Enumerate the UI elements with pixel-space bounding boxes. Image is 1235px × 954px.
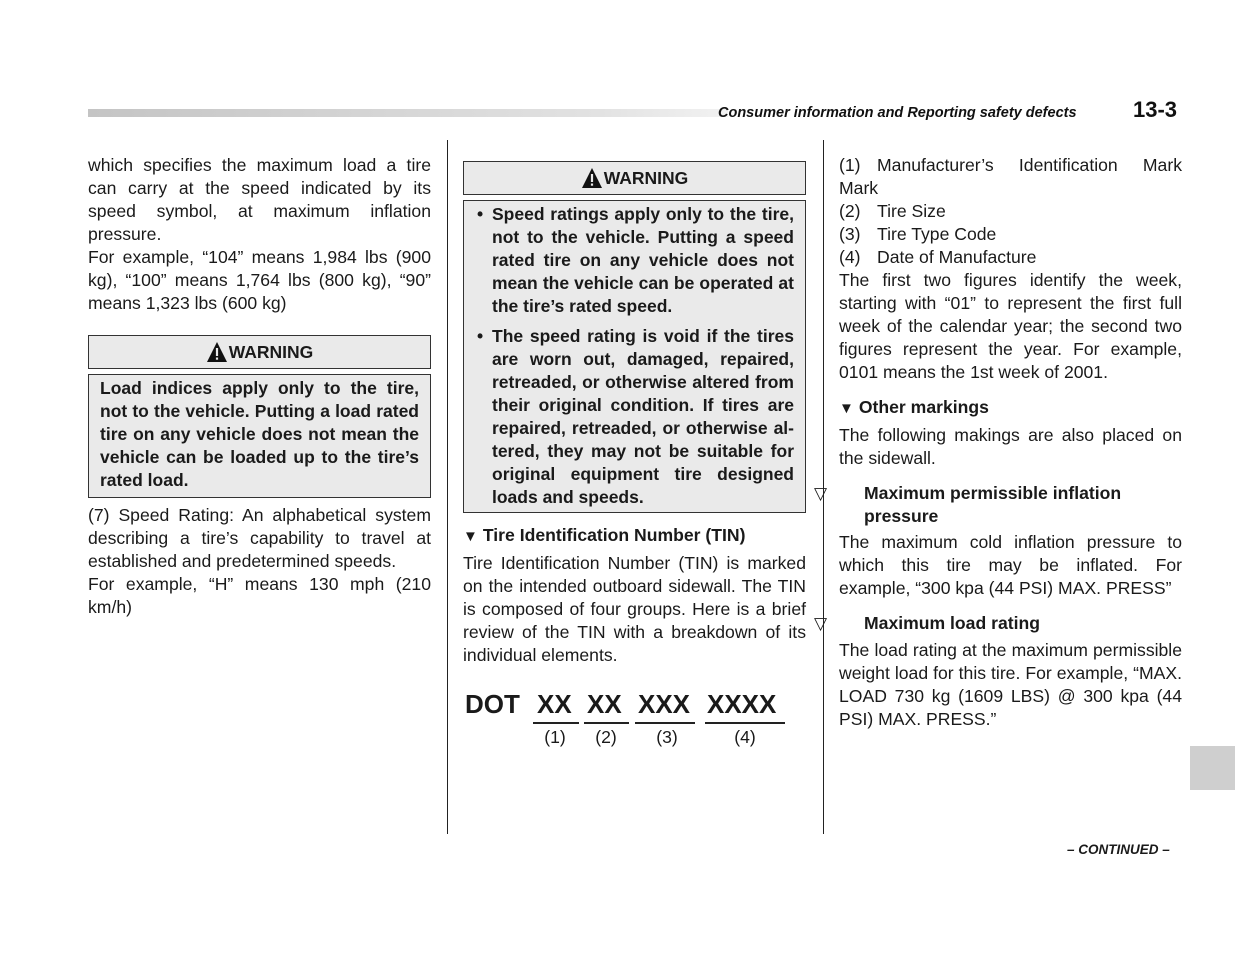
warning-list [475, 203, 794, 509]
tin-group-code: XXX [638, 689, 691, 719]
column-right [814, 154, 1182, 731]
tin-diagram [463, 689, 806, 759]
legend-number: (4) [839, 247, 861, 267]
warning-label: WARNING [228, 341, 314, 362]
legend-text: Tire Type Code [877, 224, 997, 244]
legend-item [839, 200, 1182, 223]
heading-text: Maximum load rating [864, 613, 1040, 633]
paragraph: The following makings are also placed on the sidewall. [839, 425, 1182, 468]
warning-triangle-icon [581, 167, 603, 189]
legend-number: (3) [839, 224, 861, 244]
tin-group-code: XX [587, 689, 622, 719]
tin-underline [584, 722, 629, 724]
legend-item [839, 246, 1182, 269]
column-middle [463, 154, 806, 759]
warning-header [88, 335, 431, 369]
paragraph: Tire Identification Number (TIN) is marked on the intended outboard sidewall. The TIN is composed of four groups. Here is a brief review of the TIN with a breakdown of its individual elements. [463, 553, 806, 665]
paragraph: which specifies the maximum load a tire can carry at the speed indicated by its speed symbol, at maximum inflation pressure. [88, 155, 431, 244]
tin-heading [463, 524, 806, 548]
warning-triangle-icon [206, 341, 228, 363]
tin-group-code: XX [537, 689, 572, 719]
warning-item: • The speed rating is void if the tires are worn out, damaged, repaired, retreaded, or otherwise altered from their original condition. If tires are repaired, retreaded, or otherwise altered, they may not be suitable for original equipment tire designed loads and speeds. [475, 325, 794, 509]
warning-text: Load indices apply only to the tire, not to the vehicle. Putting a load rated tire on any vehicle does not mean the vehicle can be loaded up to the tire’s rated load. [100, 378, 419, 490]
max-inflation-heading [814, 482, 1182, 528]
triangle-down-icon: ▼ [839, 400, 854, 417]
chapter-tab [1190, 746, 1235, 790]
tin-underline [705, 722, 785, 724]
legend-item [839, 223, 1182, 246]
paragraph: The load rating at the maximum permissible weight load for this tire. For example, “MAX. LOAD 730 kg (1609 LBS) @ 300 kpa (44 PSI) MAX. PRESS.” [839, 640, 1182, 729]
column-left [88, 154, 431, 619]
tin-heading-text: Tire Identification Number (TIN) [482, 525, 746, 545]
paragraph: For example, “104” means 1,984 lbs (900 kg), “100” means 1,764 lbs (800 kg), “90” means 1,323 lbs (600 kg) [88, 247, 431, 313]
tin-group-code: XXXX [707, 689, 777, 719]
section-title: Consumer information and Reporting safety defects [718, 105, 1077, 121]
column-divider [447, 140, 448, 834]
paragraph: The first two figures identify the week, starting with “01” to represent the first full week of the calendar year; the second two figures represent the year. For example, 0101 means the 1st week of 2001. [839, 270, 1182, 382]
tin-group-number: (1) [544, 727, 566, 747]
paragraph: For example, “H” means 130 mph (210 km/h) [88, 574, 431, 617]
legend-item-continuation: Mark [839, 178, 879, 198]
warning-label: WARNING [603, 167, 689, 188]
warning-header [463, 161, 806, 195]
warning-body [88, 374, 431, 498]
continued-label: – CONTINUED – [1067, 842, 1170, 857]
page-number: 13-3 [1133, 97, 1178, 122]
header-rule [88, 109, 728, 117]
warning-body [463, 200, 806, 513]
paragraph: The maximum cold inflation pressure to which this tire may be inflated. For example, “300 kpa (44 PSI) MAX. PRESS” [839, 532, 1182, 598]
tin-underline [533, 722, 579, 724]
heading-text: Maximum permissible inflation pressure [864, 483, 1122, 526]
tin-group-number: (4) [734, 727, 756, 747]
legend-text: Tire Size [877, 201, 946, 221]
tin-underline [635, 722, 695, 724]
max-load-heading [814, 612, 1182, 635]
tin-group-number: (2) [595, 727, 617, 747]
paragraph: (7) Speed Rating: An alphabetical system describing a tire’s capability to travel at established and predetermined speeds. [88, 505, 431, 571]
legend-item [839, 154, 1182, 177]
legend-text: Date of Manufacture [877, 247, 1037, 267]
tin-group-number: (3) [656, 727, 678, 747]
triangle-down-icon: ▼ [463, 528, 478, 545]
legend-number: (1) [839, 155, 861, 175]
heading-text: Other markings [858, 397, 989, 417]
legend-text: Manufacturer’s Identification Mark [877, 155, 1182, 175]
other-markings-heading [839, 396, 1182, 420]
tin-prefix: DOT [465, 689, 520, 719]
legend-number: (2) [839, 201, 861, 221]
triangle-outline-icon: ▽ [814, 484, 828, 503]
warning-item: • Speed ratings apply only to the tire, not to the vehicle. Putting a speed rated tire on any vehicle does not mean the vehicle can be operated at the tire’s rated speed. [475, 203, 794, 318]
triangle-outline-icon: ▽ [814, 614, 828, 633]
